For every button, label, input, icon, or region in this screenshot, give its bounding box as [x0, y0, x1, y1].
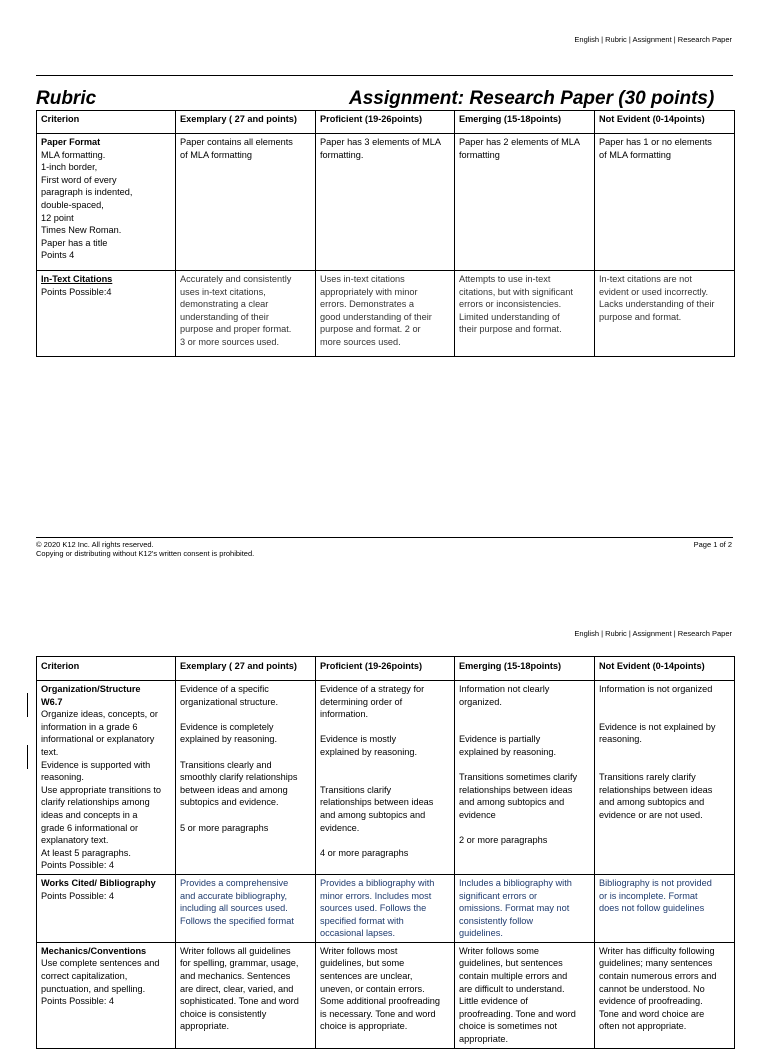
exemplary-cell: Writer follows all guidelines for spelling, grammar, usage, and mechanics. Sentences are direct, clear, varied, and sophisticated. Tone and word choice is consistently appropriate.: [176, 942, 316, 1048]
proficient-cell: Uses in-text citations appropriately with minor errors. Demonstrates a good understanding of their purpose and format. 2 or more sources used.: [316, 271, 455, 357]
page-number: Page 1 of 2: [693, 540, 732, 549]
table-row: [37, 874, 735, 942]
criterion-title: In-Text Citations: [41, 274, 113, 284]
rubric-title: Rubric: [36, 88, 97, 109]
column-header-emerging: Emerging (15-18points): [455, 657, 595, 681]
criterion-description: Organize ideas, concepts, or information in a grade 6 informational or explanatory text. Evidence is supported with reasoning. Use appropriate transitions to clarify relationships among ideas and concepts in a grade 6 informational or explanatory text. At least 5 paragraphs. Points Possible: 4: [41, 709, 162, 871]
column-header-criterion: Criterion: [37, 657, 176, 681]
criterion-title: Paper Format: [41, 137, 101, 147]
table-row: [37, 681, 735, 875]
proficient-cell: Paper has 3 elements of MLA formatting.: [316, 134, 455, 271]
criterion-title: Works Cited/ Bibliography: [41, 877, 156, 888]
exemplary-cell: Evidence of a specific organizational structure. Evidence is completely explained by reasoning. Transitions clearly and smoothly clarify relationships between ideas and among subtopics and evidence. 5 or more paragraphs: [176, 681, 316, 875]
not-evident-cell: Bibliography is not provided or is incomplete. Format does not follow guidelines: [595, 874, 735, 942]
exemplary-cell: Accurately and consistently uses in-text citations, demonstrating a clear understanding of their purpose and proper format. 3 or more sources used.: [176, 271, 316, 357]
column-header-not-evident: Not Evident (0-14points): [595, 111, 735, 134]
assignment-title: Assignment: Research Paper (30 points): [349, 88, 715, 109]
consent-notice: Copying or distributing without K12's written consent is prohibited.: [36, 549, 255, 558]
column-header-proficient: Proficient (19-26points): [316, 657, 455, 681]
copyright-line: © 2020 K12 Inc. All rights reserved.: [36, 540, 154, 549]
proficient-cell: Writer follows most guidelines, but some sentences are unclear, uneven, or contain errors. Some additional proofreading is necessary. Tone and word choice is appropriate.: [316, 942, 455, 1048]
exemplary-cell: Paper contains all elements of MLA formatting: [176, 134, 316, 271]
criterion-description: Points Possible:4: [41, 286, 112, 297]
page-header-breadcrumb: English | Rubric | Assignment | Research Paper: [574, 629, 732, 638]
rubric-table-page-2: [36, 656, 735, 1049]
criterion-title: Organization/Structure W6.7: [41, 684, 141, 707]
table-header-row: [37, 657, 735, 681]
column-header-exemplary: Exemplary ( 27 and points): [176, 657, 316, 681]
criterion-description: Use complete sentences and correct capitalization, punctuation, and spelling. Points Possible: 4: [41, 958, 160, 1007]
emerging-cell: Attempts to use in-text citations, but with significant errors or inconsistencies. Limited understanding of their purpose and format.: [455, 271, 595, 357]
criterion-description: Points Possible: 4: [41, 890, 115, 901]
not-evident-cell: Information is not organized Evidence is not explained by reasoning. Transitions rarely clarify relationships between ideas and among subtopics and evidence or are not used.: [595, 681, 735, 875]
table-row: [37, 134, 735, 271]
table-row: [37, 942, 735, 1048]
criterion-cell: [37, 271, 176, 357]
proficient-cell: Provides a bibliography with minor errors. Includes most sources used. Follows the specified format with occasional lapses.: [316, 874, 455, 942]
header-divider: [36, 75, 733, 76]
criterion-cell: [37, 681, 176, 875]
change-bar: [27, 693, 28, 717]
exemplary-cell: Provides a comprehensive and accurate bibliography, including all sources used. Follows the specified format: [176, 874, 316, 942]
column-header-exemplary: Exemplary ( 27 and points): [176, 111, 316, 134]
not-evident-cell: Paper has 1 or no elements of MLA formatting: [595, 134, 735, 271]
criterion-cell: [37, 942, 176, 1048]
emerging-cell: Information not clearly organized. Evidence is partially explained by reasoning. Transitions sometimes clarify relationships between ideas and among subtopics and evidence 2 or more paragraphs: [455, 681, 595, 875]
column-header-not-evident: Not Evident (0-14points): [595, 657, 735, 681]
not-evident-cell: In-text citations are not evident or used incorrectly. Lacks understanding of their purpose and format.: [595, 271, 735, 357]
criterion-cell: [37, 874, 176, 942]
footer-divider: [36, 537, 733, 538]
change-bar: [27, 745, 28, 769]
column-header-criterion: Criterion: [37, 111, 176, 134]
footer-copyright: [36, 540, 254, 558]
table-header-row: [37, 111, 735, 134]
proficient-cell: Evidence of a strategy for determining order of information. Evidence is mostly explained by reasoning. Transitions clarify relationships between ideas and among subtopics and evidence. 4 or more paragraphs: [316, 681, 455, 875]
emerging-cell: Paper has 2 elements of MLA formatting: [455, 134, 595, 271]
table-row: [37, 271, 735, 357]
criterion-title: Mechanics/Conventions: [41, 945, 147, 956]
not-evident-cell: Writer has difficulty following guidelines; many sentences contain numerous errors and cannot be understood. No evidence of proofreading. Tone and word choice are often not appropriate.: [595, 942, 735, 1048]
page-header-breadcrumb: English | Rubric | Assignment | Research Paper: [574, 35, 732, 44]
criterion-description: MLA formatting. 1-inch border, First word of every paragraph is indented, double-spaced, 12 point Times New Roman. Paper has a title Points 4: [41, 149, 133, 261]
rubric-table-page-1: [36, 110, 735, 357]
column-header-emerging: Emerging (15-18points): [455, 111, 595, 134]
emerging-cell: Writer follows some guidelines, but sentences contain multiple errors and are difficult to understand. Little evidence of proofreading. Tone and word choice is sometimes not appropriate.: [455, 942, 595, 1048]
column-header-proficient: Proficient (19-26points): [316, 111, 455, 134]
emerging-cell: Includes a bibliography with significant errors or omissions. Format may not consistently follow guidelines.: [455, 874, 595, 942]
criterion-cell: [37, 134, 176, 271]
